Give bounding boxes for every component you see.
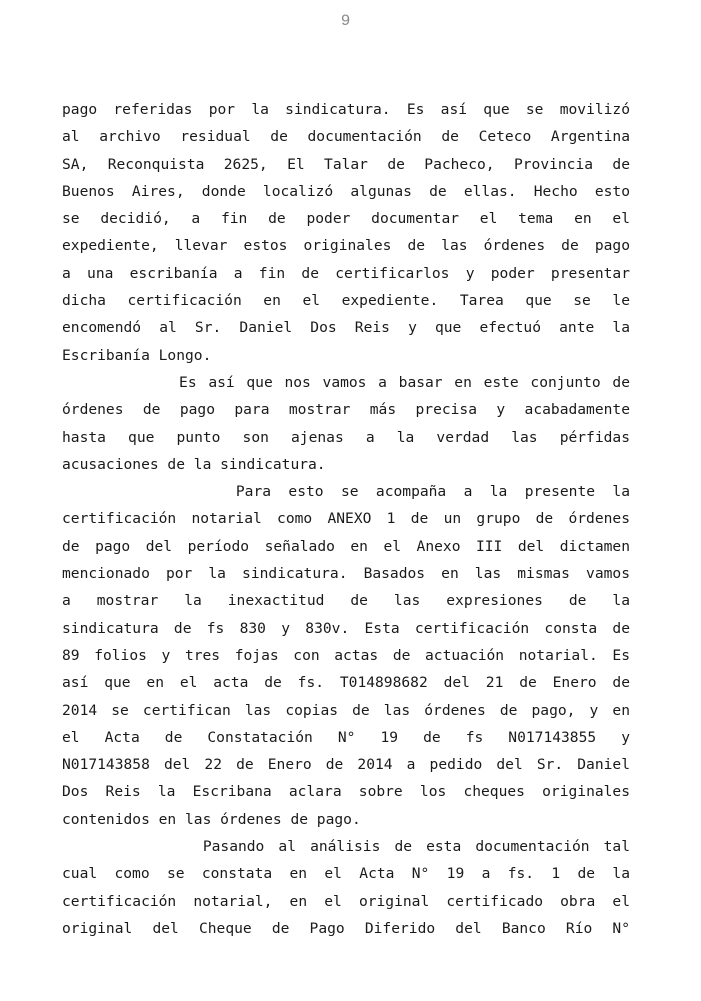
text-line: a una escribanía a fin de certificarlos y poder presentar (62, 264, 630, 282)
text-line: de pago del período señalado en el Anexo III del dictamen (62, 537, 630, 555)
text-line: pago referidas por la sindicatura. Es así que se movilizó (62, 101, 630, 118)
text-line: cual como se constata en el Acta N° 19 a fs. 1 de la (62, 865, 630, 883)
text-line: Pasando al análisis de esta documentación tal (62, 838, 630, 856)
text-line: se decidió, a fin de poder documentar el tema en el (62, 210, 630, 228)
text-line: Es así que nos vamos a basar en este conjunto de (62, 373, 630, 391)
page-number: 9 (340, 12, 351, 30)
text-line: certificación notarial como ANEXO 1 de un grupo de órdenes (62, 510, 630, 528)
text-line: encomendó al Sr. Daniel Dos Reis y que efectuó ante la (62, 319, 630, 337)
text-line: SA, Reconquista 2625, El Talar de Pacheco, Provincia de (62, 155, 630, 173)
text-line: Buenos Aires, donde localizó algunas de ellas. Hecho esto (62, 182, 630, 200)
text-line: sindicatura de fs 830 y 830v. Esta certificación consta de (62, 619, 630, 637)
text-line: original del Cheque de Pago Diferido del Banco Río N° (62, 919, 630, 937)
text-line: acusaciones de la sindicatura. (62, 455, 326, 473)
text-line: Escribanía Longo. (62, 346, 212, 364)
text-line: Para esto se acompaña a la presente la (62, 483, 630, 501)
text-line: N017143858 del 22 de Enero de 2014 a pedido del Sr. Daniel (62, 756, 630, 774)
text-line: a mostrar la inexactitud de las expresiones de la (62, 592, 630, 610)
text-line: contenidos en las órdenes de pago. (62, 810, 361, 828)
text-line: el Acta de Constatación N° 19 de fs N017143855 y (62, 728, 630, 746)
body-text (62, 96, 630, 942)
text-line: 89 folios y tres fojas con actas de actuación notarial. Es (62, 646, 630, 664)
text-line: 2014 se certifican las copias de las órdenes de pago, y en (62, 701, 630, 719)
text-line: dicha certificación en el expediente. Tarea que se le (62, 292, 630, 310)
text-line: hasta que punto son ajenas a la verdad las pérfidas (62, 428, 630, 446)
text-line: al archivo residual de documentación de Ceteco Argentina (62, 128, 630, 146)
text-line: así que en el acta de fs. T014898682 del 21 de Enero de (62, 674, 630, 692)
text-line: Dos Reis la Escribana aclara sobre los cheques originales (62, 783, 630, 801)
text-line: certificación notarial, en el original certificado obra el (62, 892, 630, 910)
text-line: expediente, llevar estos originales de las órdenes de pago (62, 237, 630, 255)
text-line: órdenes de pago para mostrar más precisa y acabadamente (62, 401, 630, 419)
text-line: mencionado por la sindicatura. Basados en las mismas vamos (62, 565, 630, 583)
